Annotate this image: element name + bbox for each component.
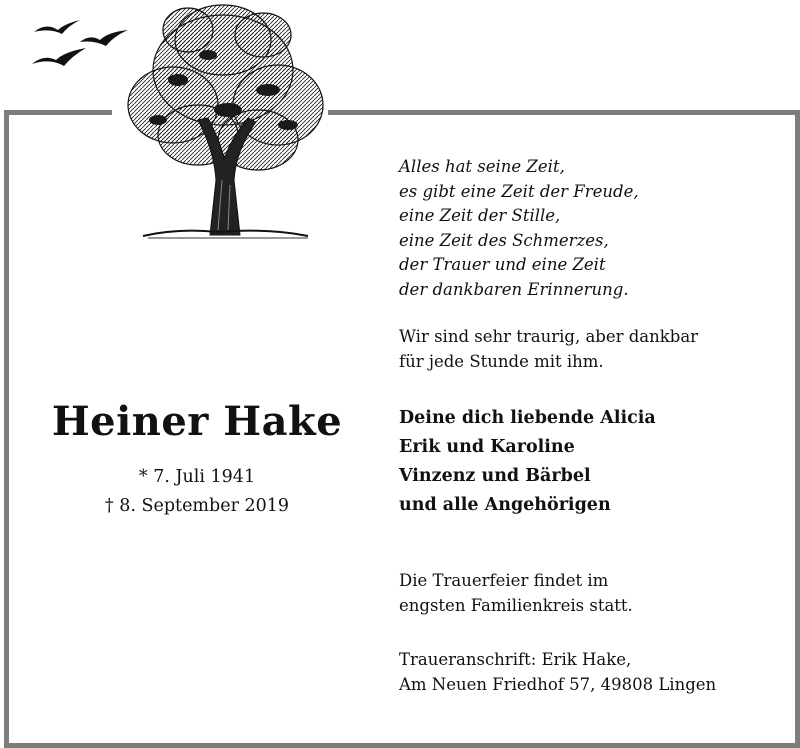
- ceremony-note: [399, 569, 633, 618]
- ceremony-line: engsten Familienkreis statt.: [399, 595, 633, 615]
- poem-line: der dankbaren Erinnerung.: [399, 279, 629, 299]
- poem-line: eine Zeit der Stille,: [399, 206, 561, 225]
- message-line: Wir sind sehr traurig, aber dankbar: [399, 327, 699, 346]
- address-line: Am Neuen Friedhof 57, 49808 Lingen: [399, 674, 717, 694]
- mourner-line: Erik und Karoline: [399, 437, 575, 457]
- mourner-line: Vinzenz und Bärbel: [399, 466, 591, 486]
- mourning-address: [399, 648, 716, 697]
- mourner-line: Deine dich liebende Alicia: [399, 408, 656, 428]
- address-line: Traueranschrift: Erik Hake,: [399, 650, 632, 669]
- message-line: für jede Stunde mit ihm.: [399, 351, 604, 371]
- poem-line: Alles hat seine Zeit,: [399, 157, 565, 176]
- deceased-name: Heiner Hake: [51, 398, 343, 445]
- poem: [399, 155, 639, 302]
- ceremony-line: Die Trauerfeier findet im: [399, 571, 609, 590]
- mourners: [399, 404, 656, 520]
- poem-line: der Trauer und eine Zeit: [399, 255, 606, 274]
- life-dates: [42, 463, 352, 521]
- birth-date: * 7. Juli 1941: [138, 467, 256, 487]
- poem-line: eine Zeit des Schmerzes,: [399, 230, 609, 250]
- mourner-line: und alle Angehörigen: [399, 495, 611, 515]
- poem-line: es gibt eine Zeit der Freude,: [399, 181, 639, 201]
- tree-icon: [118, 0, 328, 240]
- death-date: † 8. September 2019: [104, 496, 290, 516]
- message: [399, 325, 698, 374]
